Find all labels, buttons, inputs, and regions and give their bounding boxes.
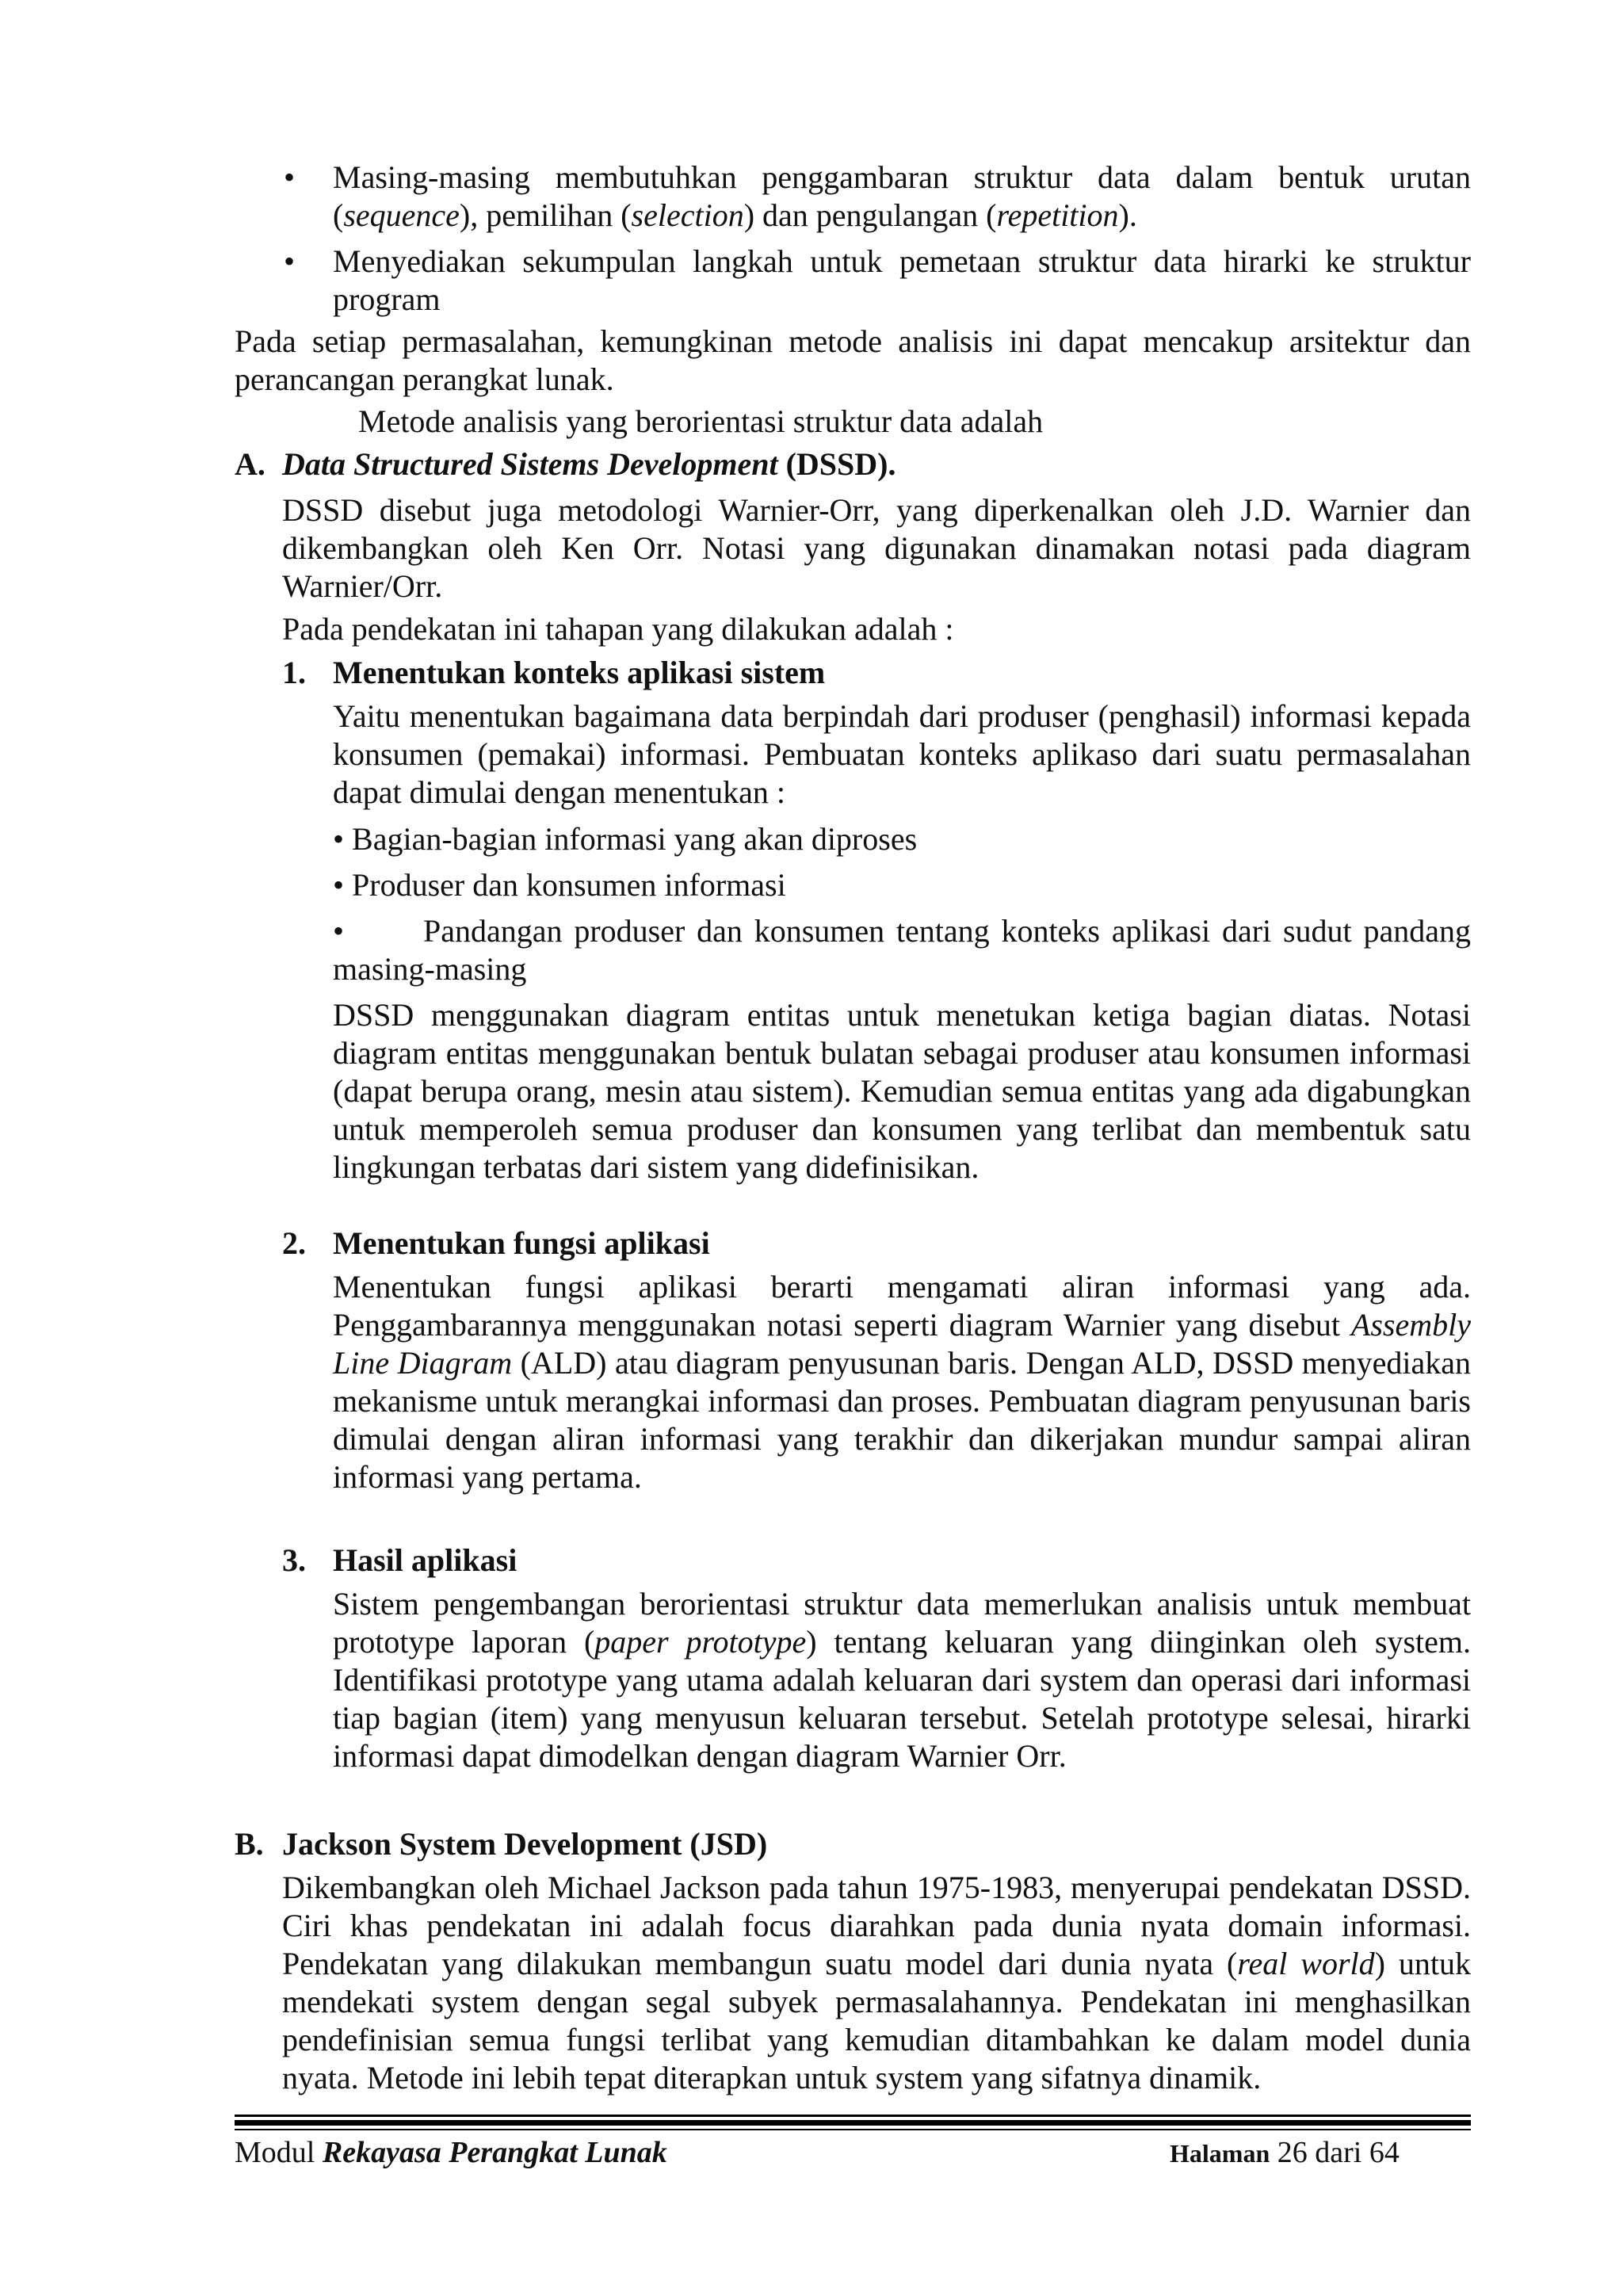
step-1-bullet-3: • Pandangan produser dan konsumen tentang konteks aplikasi dari sudut pandang masing-masing	[333, 913, 1471, 987]
section-b-heading: B. Jackson System Development (JSD)	[235, 1826, 768, 1862]
step-1-paragraph: Yaitu menentukan bagaimana data berpindah dari produser (penghasil) informasi kepada konsumen (pemakai) informasi. Pembuatan konteks aplikaso dari suatu permasalahan dapat dimulai dengan menentukan :	[333, 698, 1471, 810]
step-2-paragraph: Menentukan fungsi aplikasi berarti mengamati aliran informasi yang ada. Penggambarannya menggunakan notasi seperti diagram Warnier yang disebut Assembly Line Diagram (ALD) atau diagram penyusunan baris. Dengan ALD, DSSD menyediakan mekanisme untuk merangkai informasi dan proses. Pembuatan diagram penyusunan baris dimulai dengan aliran informasi yang terakhir dan dikerjakan mundur sampai aliran informasi yang pertama.	[333, 1269, 1471, 1495]
section-a-paragraph-2: Pada pendekatan ini tahapan yang dilakukan adalah :	[282, 611, 954, 647]
step-1-bullet-1: • Bagian-bagian informasi yang akan diproses	[333, 821, 918, 857]
step-3-paragraph: Sistem pengembangan berorientasi struktur data memerlukan analisis untuk membuat prototype laporan (paper prototype) tentang keluaran yang diinginkan oleh system. Identifikasi prototype yang utama adalah keluaran dari system dan operasi dari informasi tiap bagian (item) yang menyusun keluaran tersebut. Setelah prototype selesai, hirarki informasi dapat dimodelkan dengan diagram Warnier Orr.	[333, 1586, 1472, 1774]
footer-rule-bottom	[235, 2129, 1471, 2130]
step-1-paragraph-2: DSSD menggunakan diagram entitas untuk menetukan ketiga bagian diatas. Notasi diagram entitas menggunakan bentuk bulatan sebagai produser atau konsumen informasi (dapat berupa orang, mesin atau sistem). Kemudian semua entitas yang ada digabungkan untuk memperoleh semua produser dan konsumen yang terlibat dan membentuk satu lingkungan terbatas dari sistem yang didefinisikan.	[333, 997, 1471, 1185]
section-a-heading: A. Data Structured Sistems Development (DSSD).	[235, 446, 896, 482]
step-2-heading: 2. Menentukan fungsi aplikasi	[282, 1225, 710, 1261]
footer-rule-thick	[235, 2120, 1471, 2126]
methods-paragraph: Metode analisis yang berorientasi struktur data adalah	[358, 403, 1044, 439]
step-3-heading: 3. Hasil aplikasi	[282, 1542, 517, 1578]
section-b-paragraph: Dikembangkan oleh Michael Jackson pada tahun 1975-1983, menyerupai pendekatan DSSD. Ciri khas pendekatan ini adalah focus diarahkan pada dunia nyata domain informasi. Pendekatan yang dilakukan membangun suatu model dari dunia nyata (real world) untuk mendekati system dengan segal subyek permasalahannya. Pendekatan ini menghasilkan pendefinisian semua fungsi terlibat yang kemudian ditambahkan ke dalam model dunia nyata. Metode ini lebih tepat diterapkan untuk system yang sifatnya dinamik.	[282, 1870, 1472, 2095]
footer-module: Modul Rekayasa Perangkat Lunak	[235, 2136, 667, 2169]
section-a-paragraph-1: DSSD disebut juga metodologi Warnier-Orr, yang diperkenalkan oleh J.D. Warnier dan dikembangkan oleh Ken Orr. Notasi yang digunakan dinamakan notasi pada diagram Warnier/Orr.	[282, 492, 1471, 604]
step-1-heading: 1. Menentukan konteks aplikasi sistem	[282, 655, 826, 690]
step-1-bullet-2: • Produser dan konsumen informasi	[333, 867, 786, 903]
intro-bullet-1: Masing-masing membutuhkan penggambaran struktur data dalam bentuk urutan (sequence), pemilihan (selection) dan pengulangan (repetition).	[333, 159, 1471, 233]
footer-page-number: Halaman 26 dari 64	[1170, 2136, 1400, 2169]
bullet-glyph: •	[284, 159, 296, 195]
intro-paragraph: Pada setiap permasalahan, kemungkinan metode analisis ini dapat mencakup arsitektur dan perancangan perangkat lunak.	[235, 323, 1471, 397]
footer-rule-top	[235, 2115, 1471, 2117]
intro-bullet-2: Menyediakan sekumpulan langkah untuk pemetaan struktur data hirarki ke struktur program	[333, 243, 1471, 317]
bullet-glyph: •	[284, 243, 296, 279]
